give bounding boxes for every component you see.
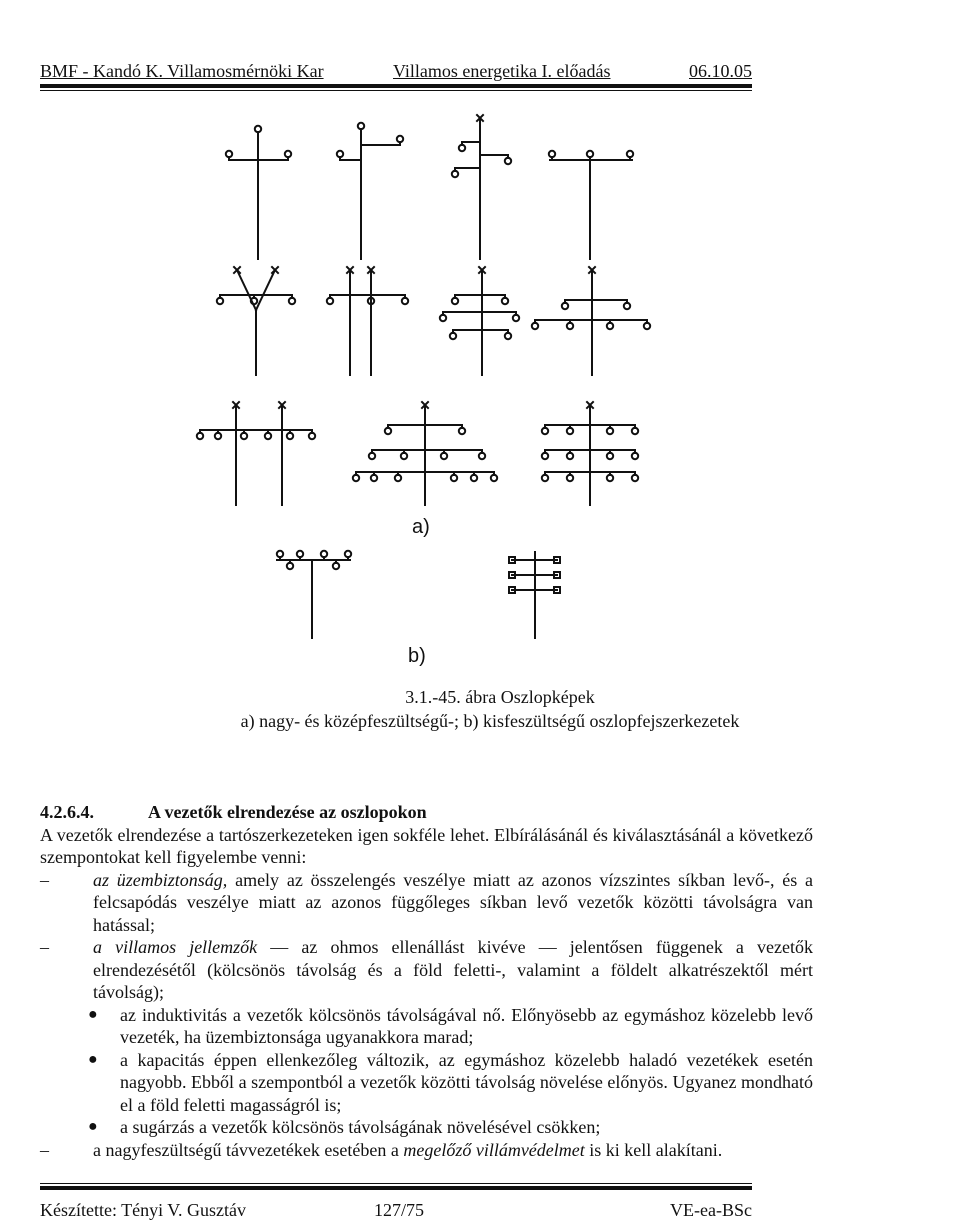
footer-rule-thick [40,1186,752,1190]
page-header [40,60,752,82]
footer-page-number: 127/75 [374,1200,425,1220]
bullet-capacitance [40,1049,813,1117]
list-item-electrical [40,936,813,1004]
section-title: A vezetők elrendezése az oszlopokon [148,802,427,822]
list-item-reliability [40,869,813,937]
text-lightning-b: is ki kell alakítani. [584,1139,723,1160]
header-rule-thick [40,84,752,88]
text-radiation: a sugárzás a vezetők kölcsönös távolságának növelésével csökken; [120,1117,601,1137]
header-school: BMF - Kandó K. Villamosmérnöki Kar [40,61,324,81]
section-heading [40,801,813,824]
pole-drawings [197,115,650,638]
header-date: 06.10.05 [689,61,752,81]
text-capacitance: a kapacitás éppen ellenkezőleg változik, az egymáshoz közelebb haladó vezetékek esetén nagyobb. Ebből a szempontból a vezetők közötti távolság növelése előnyös. Ugyanez mondható el a föld feletti magasságról is; [120,1049,813,1115]
section-number: 4.2.6.4. [40,802,94,822]
text-electrical: — az ohmos ellenállást kivéve — jelentősen függenek a vezetők elrendezésétől (kölcsönös távolság és a föld feletti-, valamint a földelt alkatrészektől mért távolság); [93,937,813,1002]
page-footer [40,1199,752,1221]
footer-author: Készítette: Tényi V. Gusztáv [40,1200,246,1220]
figure-label-a: a) [412,516,430,538]
term-reliability: az üzembiztonság, [93,869,228,890]
header-course: Villamos energetika I. előadás [393,61,611,81]
footer-code: VE-ea-BSc [670,1200,752,1220]
text-inductance: az induktivitás a vezetők kölcsönös távolságával nő. Előnyösebb az egymáshoz közelebb levő vezeték, ha üzembiztonsága ugyanakkora marad; [120,1004,813,1047]
figure-label-b: b) [408,645,426,667]
text-reliability: amely az összelengés veszélye miatt az azonos vízszintes síkban levő-, és a felcsapódás veszélye miatt az azonos függőleges síkban levő vezetők közötti távolságra van hatással; [93,869,813,935]
term-electrical: a villamos jellemzők [93,937,258,957]
footer-rule-thin [40,1183,752,1184]
bullet-marker: ● [88,1118,98,1135]
bullet-marker: ● [88,1005,98,1023]
pole-line [256,270,275,310]
section-body [40,801,813,1161]
dash-marker: – [40,937,49,957]
pole-figure [0,90,960,670]
bullet-radiation [40,1116,813,1139]
term-lightning: megelőző villámvédelmet [403,1139,585,1160]
dash-marker: – [40,869,49,890]
pole-diagrams-svg [0,90,960,670]
bullet-inductance [40,1004,813,1049]
bullet-marker: ● [88,1050,98,1068]
list-item-lightning [40,1139,813,1162]
text-lightning-a: a nagyfeszültségű távvezetékek esetében a [93,1139,404,1160]
dash-marker: – [40,1139,49,1160]
figure-caption-title: 3.1.-45. ábra Oszlopképek [405,687,595,707]
intro-paragraph: A vezetők elrendezése a tartószerkezeteken igen sokféle lehet. Elbírálásánál és kiválasztásánál a következő szempontokat kell figyelembe venni: [40,824,813,867]
figure-caption-desc: a) nagy- és középfeszültségű-; b) kisfeszültségű oszlopfejszerkezetek [240,711,740,731]
